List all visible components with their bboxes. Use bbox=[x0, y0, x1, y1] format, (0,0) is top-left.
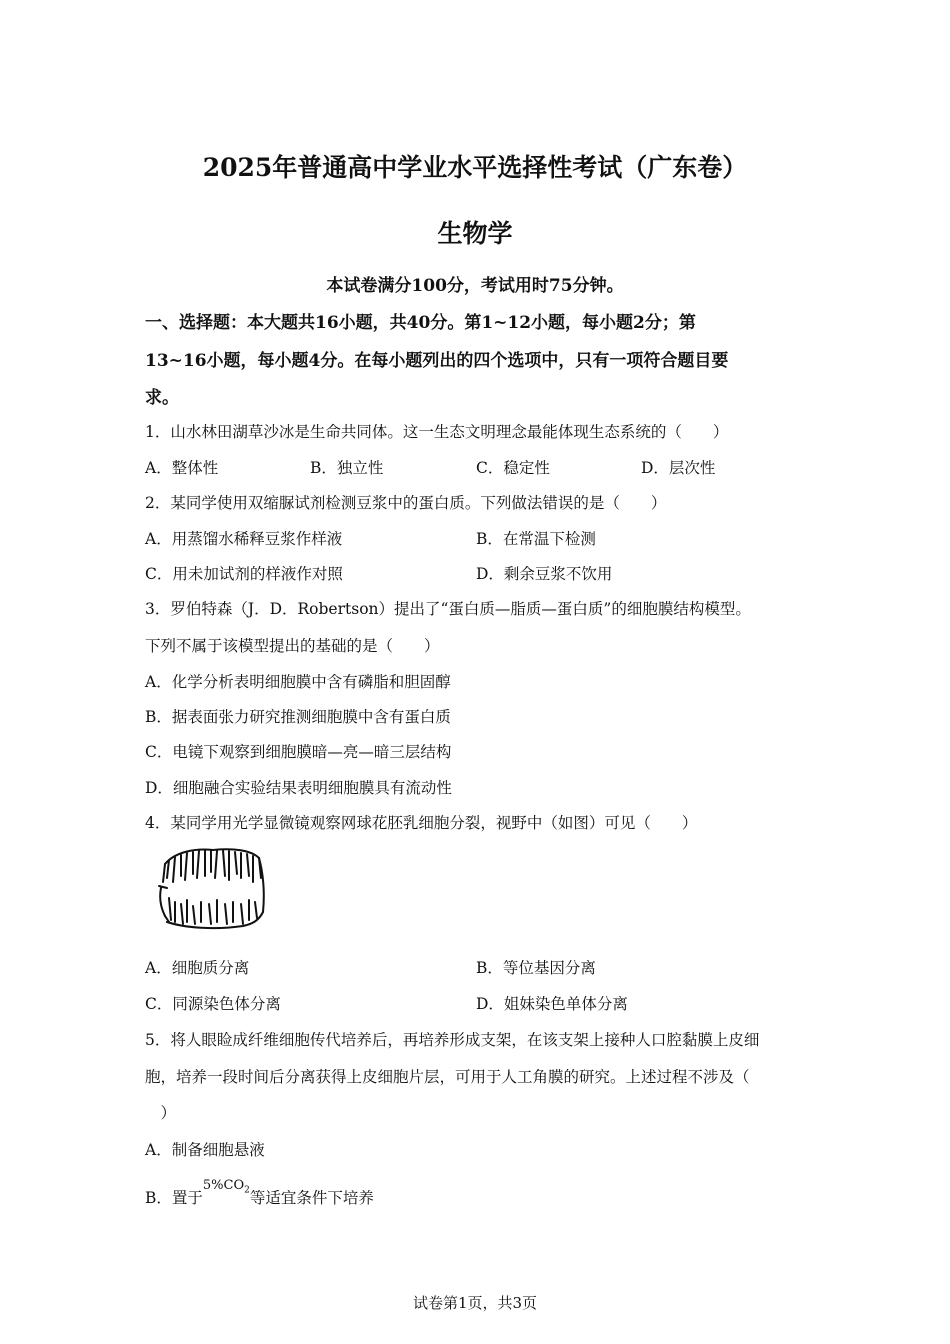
q3-stem-line2: 下列不属于该模型提出的基础的是（ ） bbox=[145, 637, 440, 655]
q5-stem-line3: ） bbox=[145, 1104, 177, 1122]
q2-option-c: C．用未加试剂的样液作对照 bbox=[145, 565, 343, 583]
q4-option-a: A．细胞质分离 bbox=[145, 959, 250, 977]
section-heading-line2: 13~16小题，每小题4分。在每小题列出的四个选项中，只有一项符合题目要 bbox=[145, 351, 729, 371]
subject-title: 生物学 bbox=[437, 219, 513, 248]
q5-option-b-prefix: B．置于 bbox=[145, 1189, 203, 1207]
q5-option-a: A．制备细胞悬液 bbox=[145, 1141, 265, 1159]
q1-option-d: D．层次性 bbox=[641, 459, 716, 477]
q5-stem-line1: 5．将人眼睑成纤维细胞传代培养后，再培养形成支架，在该支架上接种人口腔黏膜上皮细 bbox=[145, 1031, 760, 1049]
q1-option-c: C．稳定性 bbox=[476, 459, 550, 477]
co2-subscript: 2 bbox=[244, 1185, 250, 1196]
q2-option-d: D．剩余豆浆不饮用 bbox=[476, 565, 613, 583]
q5-option-b-formula bbox=[202, 1178, 250, 1196]
q1-option-a: A．整体性 bbox=[145, 459, 219, 477]
q3-stem-line1: 3．罗伯特森（J．D．Robertson）提出了“蛋白质—脂质—蛋白质”的细胞膜结构模型。 bbox=[145, 600, 751, 618]
q2-stem: 2．某同学使用双缩脲试剂检测豆浆中的蛋白质。下列做法错误的是（ ） bbox=[145, 494, 667, 512]
q2-option-b: B．在常温下检测 bbox=[476, 530, 596, 548]
q3-option-a: A．化学分析表明细胞膜中含有磷脂和胆固醇 bbox=[145, 673, 451, 691]
q4-option-c: C．同源染色体分离 bbox=[145, 995, 281, 1013]
section-heading-line1: 一、选择题：本大题共16小题，共40分。第1~12小题，每小题2分；第 bbox=[145, 313, 696, 333]
q5-stem-line2: 胞，培养一段时间后分离获得上皮细胞片层，可用于人工角膜的研究。上述过程不涉及（ bbox=[145, 1068, 750, 1086]
page-footer: 试卷第1页，共3页 bbox=[412, 1294, 538, 1312]
q3-option-b: B．据表面张力研究推测细胞膜中含有蛋白质 bbox=[145, 708, 451, 726]
q3-option-c: C．电镜下观察到细胞膜暗—亮—暗三层结构 bbox=[145, 743, 452, 761]
q4-option-b: B．等位基因分离 bbox=[476, 959, 596, 977]
q5-option-b-suffix: 等适宜条件下培养 bbox=[249, 1189, 374, 1207]
exam-title: 2025年普通高中学业水平选择性考试（广东卷） bbox=[202, 153, 748, 182]
q1-option-b: B．独立性 bbox=[310, 459, 384, 477]
q1-stem: 1．山水林田湖草沙冰是生命共同体。这一生态文明理念最能体现生态系统的（ ） bbox=[145, 423, 729, 441]
q3-option-d: D．细胞融合实验结果表明细胞膜具有流动性 bbox=[145, 779, 452, 797]
q2-option-a: A．用蒸馏水稀释豆浆作样液 bbox=[145, 530, 343, 548]
q5-option-b bbox=[145, 1178, 374, 1210]
section-heading-line3: 求。 bbox=[145, 388, 179, 408]
q4-cell-division-figure bbox=[155, 842, 273, 934]
q4-stem: 4．某同学用光学显微镜观察网球花胚乳细胞分裂，视野中（如图）可见（ ） bbox=[145, 814, 698, 832]
exam-note: 本试卷满分100分，考试用时75分钟。 bbox=[326, 276, 624, 296]
co2-formula: 5%CO bbox=[202, 1178, 245, 1193]
q4-option-d: D．姐妹染色单体分离 bbox=[476, 995, 628, 1013]
